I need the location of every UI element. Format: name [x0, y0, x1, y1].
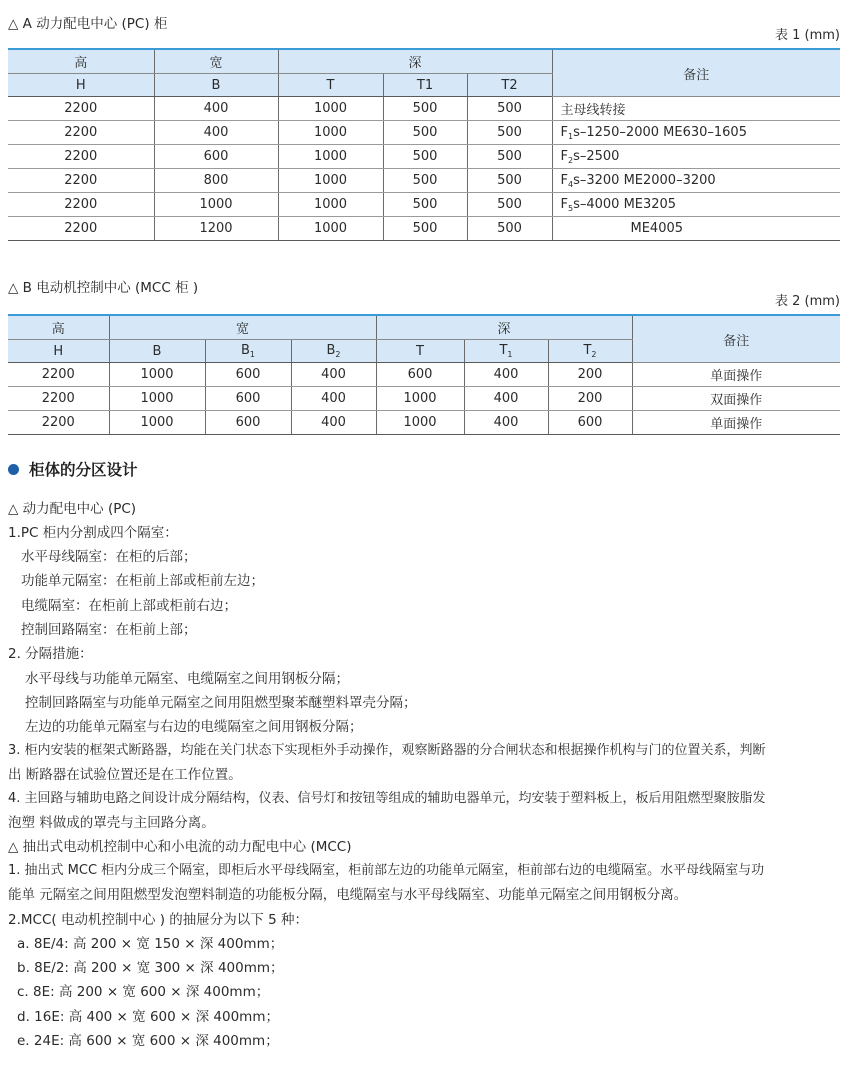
text-line: 水平母线隔室：在柜的后部；: [21, 549, 197, 565]
section-heading: [8, 458, 138, 480]
header-T1-subscript: 1: [507, 350, 513, 359]
table-1: [8, 48, 840, 241]
text-line: 控制回路隔室：在柜前上部；: [21, 622, 197, 638]
cell-T1: 500: [383, 217, 467, 241]
cell-T: 1000: [278, 217, 383, 241]
cell-note: ME4005: [552, 217, 840, 241]
header-T2-subscript: 2: [591, 350, 597, 359]
cell-T: 1000: [278, 193, 383, 217]
text-line: 2.MCC( 电动机控制中心 ) 的抽屉分为以下 5 种：: [8, 912, 308, 928]
cell-B1: 600: [205, 411, 291, 435]
table-row: [8, 169, 840, 193]
header-H: H: [8, 340, 109, 363]
text-line: 泡塑 料做成的罩壳与主回路分离。: [8, 815, 215, 831]
note-suffix: s–3200 ME2000–3200: [573, 172, 716, 188]
text-line: 出 断路器在试验位置还是在工作位置。: [8, 767, 242, 783]
cell-B2: 400: [291, 411, 376, 435]
note-subscript: 4: [567, 179, 574, 189]
cell-H: 2200: [8, 411, 109, 435]
note-subscript: 1: [567, 131, 574, 141]
section-b-title: △ B 电动机控制中心 (MCC 柜 ): [8, 280, 199, 296]
table-row: [8, 217, 840, 241]
header-depth: 深: [376, 315, 632, 340]
header-B2-subscript: 2: [335, 350, 341, 359]
cell-B: 1000: [109, 411, 205, 435]
cell-T1: 400: [464, 363, 548, 387]
cell-H: 2200: [8, 193, 154, 217]
cell-B1: 600: [205, 387, 291, 411]
header-T1-letter: T: [499, 343, 508, 358]
cell-T: 1000: [278, 97, 383, 121]
cell-T: 1000: [278, 121, 383, 145]
text-line: b. 8E/2: 高 200 × 宽 300 × 深 400mm；: [17, 960, 284, 976]
cell-T1: 500: [383, 145, 467, 169]
text-line: 功能单元隔室：在柜前上部或柜前左边；: [21, 573, 264, 589]
text-line: e. 24E: 高 600 × 宽 600 × 深 400mm；: [17, 1033, 279, 1049]
section-a-title: △ A 动力配电中心 (PC) 柜: [8, 16, 168, 32]
note-subscript: 5: [567, 203, 574, 213]
header-height: 高: [8, 315, 109, 340]
cell-B: 1200: [154, 217, 278, 241]
header-note: 备注: [632, 315, 840, 363]
table-row: [8, 145, 840, 169]
cell-B: 1000: [109, 363, 205, 387]
cell-B: 400: [154, 97, 278, 121]
cell-B1: 600: [205, 363, 291, 387]
header-B: B: [109, 340, 205, 363]
text-line: 控制回路隔室与功能单元隔室之间用阻燃型聚苯醚塑料罩壳分隔；: [25, 695, 417, 711]
text-line: 3. 柜内安装的框架式断路器，均能在关门状态下实现柜外手动操作，观察断路器的分合闸状态和根据操作机构与门的位置关系，判断: [8, 743, 766, 758]
header-B2-letter: B: [326, 343, 336, 358]
text-line: △ 抽出式电动机控制中心和小电流的动力配电中心 (MCC): [8, 839, 352, 855]
cell-B: 1000: [109, 387, 205, 411]
cell-note: 单面操作: [632, 363, 840, 387]
cell-note: [552, 145, 840, 169]
cell-note: 单面操作: [632, 411, 840, 435]
table-2-unit: 表 2 (mm): [774, 294, 840, 309]
cell-T2: 500: [467, 97, 552, 121]
header-T1: [464, 340, 548, 363]
cell-T: 1000: [278, 145, 383, 169]
table-2: [8, 314, 840, 435]
table-row: [8, 193, 840, 217]
text-line: a. 8E/4: 高 200 × 宽 150 × 深 400mm；: [17, 936, 284, 952]
header-H: H: [8, 74, 154, 97]
cell-T2: 500: [467, 145, 552, 169]
cell-T1: 500: [383, 169, 467, 193]
header-B1: [205, 340, 291, 363]
bullet-icon: [8, 464, 19, 475]
cell-T1: 500: [383, 193, 467, 217]
cell-T1: 400: [464, 387, 548, 411]
cell-note: 主母线转接: [552, 97, 840, 121]
cell-T2: 500: [467, 169, 552, 193]
cell-note: [552, 193, 840, 217]
header-T2: T2: [467, 74, 552, 97]
header-note: 备注: [552, 49, 840, 97]
text-line: △ 动力配电中心 (PC): [8, 501, 137, 517]
header-width: 宽: [109, 315, 376, 340]
text-line: 4. 主回路与辅助电路之间设计成分隔结构，仪表、信号灯和按钮等组成的辅助电器单元，均安装于塑料板上，板后用阻燃型聚胺脂发: [8, 791, 766, 806]
cell-T2: 500: [467, 121, 552, 145]
table-row: [8, 121, 840, 145]
table-1-unit: 表 1 (mm): [774, 28, 840, 43]
cell-H: 2200: [8, 169, 154, 193]
text-line: 左边的功能单元隔室与右边的电缆隔室之间用钢板分隔；: [25, 719, 363, 735]
cell-T1: 500: [383, 121, 467, 145]
cell-T2: 500: [467, 193, 552, 217]
cell-note: [552, 169, 840, 193]
cell-B: 600: [154, 145, 278, 169]
header-T: T: [278, 74, 383, 97]
text-line: 1. 抽出式 MCC 柜内分成三个隔室，即柜后水平母线隔室，柜前部左边的功能单元隔室，柜前部右边的电缆隔室。水平母线隔室与功: [8, 863, 765, 878]
header-T2-letter: T: [583, 343, 592, 358]
cell-T2: 600: [548, 411, 632, 435]
text-line: 能单 元隔室之间用阻燃型发泡塑料制造的功能板分隔，电缆隔室与水平母线隔室、功能单元隔室之间用钢板分离。: [8, 887, 688, 903]
text-line: 水平母线与功能单元隔室、电缆隔室之间用钢板分隔；: [25, 671, 349, 687]
table-row: [8, 387, 840, 411]
note-prefix: F: [560, 124, 568, 140]
cell-T: 1000: [278, 169, 383, 193]
cell-T2: 500: [467, 217, 552, 241]
cell-H: 2200: [8, 121, 154, 145]
header-width: 宽: [154, 49, 278, 74]
note-subscript: 2: [567, 155, 574, 165]
cell-T1: 400: [464, 411, 548, 435]
cell-B2: 400: [291, 387, 376, 411]
cell-T: 1000: [376, 411, 464, 435]
note-prefix: F: [560, 172, 568, 188]
header-B1-letter: B: [240, 343, 250, 358]
cell-note: [552, 121, 840, 145]
table-row: [8, 363, 840, 387]
cell-T1: 500: [383, 97, 467, 121]
cell-H: 2200: [8, 363, 109, 387]
note-suffix: s–1250–2000 ME630–1605: [573, 124, 747, 140]
header-B2: [291, 340, 376, 363]
header-depth: 深: [278, 49, 552, 74]
text-line: d. 16E: 高 400 × 宽 600 × 深 400mm；: [17, 1009, 279, 1025]
cell-H: 2200: [8, 387, 109, 411]
header-B: B: [154, 74, 278, 97]
cell-T2: 200: [548, 363, 632, 387]
header-T1: T1: [383, 74, 467, 97]
cell-H: 2200: [8, 217, 154, 241]
cell-T: 600: [376, 363, 464, 387]
header-height: 高: [8, 49, 154, 74]
text-line: 电缆隔室：在柜前上部或柜前右边；: [21, 598, 237, 614]
cell-B: 400: [154, 121, 278, 145]
header-T: T: [376, 340, 464, 363]
header-B1-subscript: 1: [249, 350, 255, 359]
table-row: [8, 97, 840, 121]
cell-H: 2200: [8, 97, 154, 121]
section-heading-text: 柜体的分区设计: [29, 461, 138, 479]
note-suffix: s–4000 ME3205: [573, 196, 677, 212]
cell-T: 1000: [376, 387, 464, 411]
cell-B2: 400: [291, 363, 376, 387]
note-prefix: F: [560, 148, 568, 164]
table-row: [8, 411, 840, 435]
header-T2: [548, 340, 632, 363]
text-line: 1.PC 柜内分割成四个隔室：: [8, 525, 178, 541]
cell-T2: 200: [548, 387, 632, 411]
text-line: c. 8E: 高 200 × 宽 600 × 深 400mm；: [17, 984, 270, 1000]
text-line: 2. 分隔措施：: [8, 646, 93, 662]
note-suffix: s–2500: [573, 148, 620, 164]
cell-B: 800: [154, 169, 278, 193]
cell-note: 双面操作: [632, 387, 840, 411]
note-prefix: F: [560, 196, 568, 212]
cell-H: 2200: [8, 145, 154, 169]
cell-B: 1000: [154, 193, 278, 217]
